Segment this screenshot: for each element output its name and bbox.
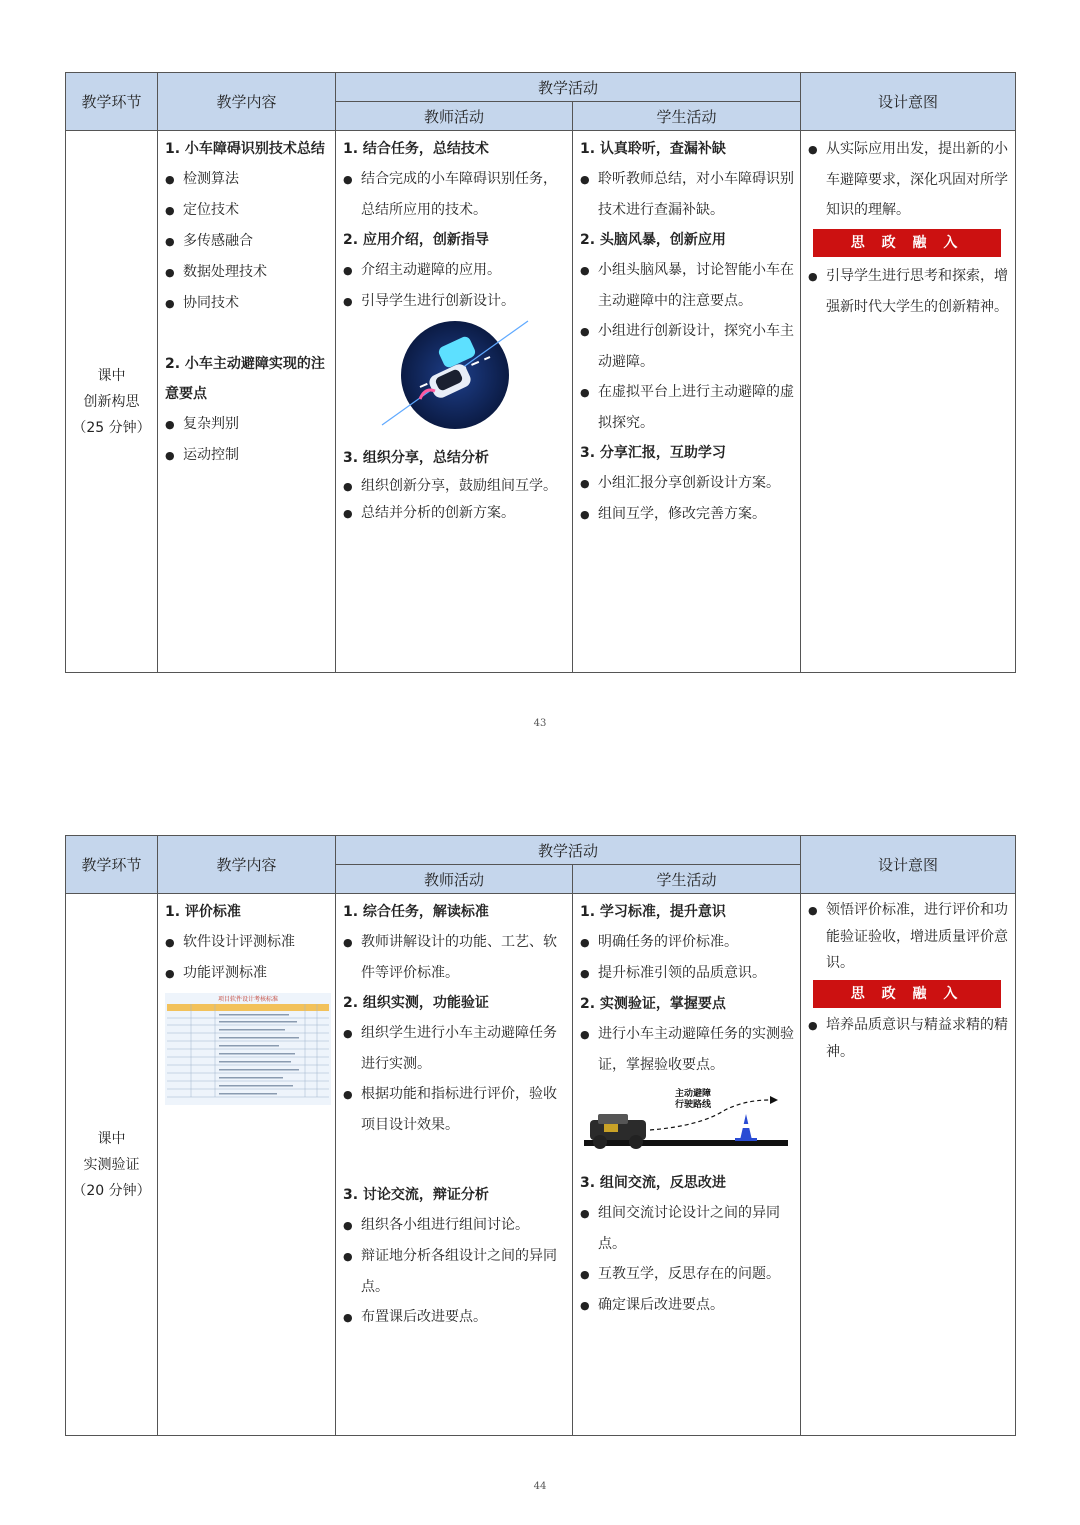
content-heading: 1. 评价标准 — [165, 904, 241, 920]
page-number: 43 — [533, 718, 547, 729]
list-item: ● 组织学生进行小车主动避障任务进行实测。 — [343, 1018, 566, 1079]
list-item: ● 在虚拟平台上进行主动避障的虚拟探究。 — [580, 377, 794, 438]
sheet-title: 项目软件设计考核标准 — [217, 996, 279, 1003]
list-item: ● 数据处理技术 — [165, 257, 329, 288]
content-cell — [158, 894, 336, 1436]
student-cell — [573, 131, 801, 673]
list-item: ● 提升标准引领的品质意识。 — [580, 958, 794, 989]
teacher-heading: 1. 综合任务，解读标准 — [343, 904, 489, 920]
list-item: ● 检测算法 — [165, 164, 329, 195]
list-item: ● 组织创新分享，鼓励组间互学。 — [343, 473, 566, 500]
header-stage: 教学环节 — [66, 836, 158, 894]
standards-sheet-thumbnail — [165, 993, 329, 1116]
teacher-heading: 1. 结合任务，总结技术 — [343, 141, 489, 157]
header-intent: 设计意图 — [801, 73, 1016, 131]
stage-cell — [66, 894, 158, 1436]
list-item: ● 组间互学，修改完善方案。 — [580, 499, 794, 530]
student-heading: 3. 组间交流，反思改进 — [580, 1175, 726, 1191]
list-item: ● 根据功能和指标进行评价，验收项目设计效果。 — [343, 1079, 566, 1140]
teacher-cell — [336, 131, 573, 673]
student-heading: 2. 实测验证，掌握要点 — [580, 996, 726, 1012]
list-item: ● 辩证地分析各组设计之间的异同点。 — [343, 1241, 566, 1302]
content-heading: 1. 小车障碍识别技术总结 — [165, 141, 325, 157]
list-item: ● 协同技术 — [165, 288, 329, 319]
intent-cell — [801, 131, 1016, 673]
stage-line: 创新构思 — [83, 393, 140, 410]
page-number: 44 — [533, 1481, 547, 1492]
header-content: 教学内容 — [158, 836, 336, 894]
header-stage: 教学环节 — [66, 73, 158, 131]
stage-line: 课中 — [97, 367, 126, 384]
list-item: ● 培养品质意识与精益求精的精神。 — [808, 1012, 1009, 1065]
header-teacher: 教师活动 — [336, 102, 573, 131]
lesson-table-page-44 — [65, 835, 1015, 1436]
route-label-line2: 行驶路线 — [674, 1100, 712, 1110]
list-item: ● 布置课后改进要点。 — [343, 1302, 566, 1333]
list-item: ● 聆听教师总结，对小车障碍识别技术进行查漏补缺。 — [580, 164, 794, 225]
lesson-table-page-43 — [65, 72, 1015, 673]
list-item: ● 进行小车主动避障任务的实测验证，掌握验收要点。 — [580, 1019, 794, 1080]
student-heading: 2. 头脑风暴，创新应用 — [580, 232, 726, 248]
list-item: ● 功能评测标准 — [165, 958, 329, 989]
stage-line: 课中 — [97, 1130, 126, 1147]
list-item: ● 小组汇报分享创新设计方案。 — [580, 468, 794, 499]
list-item: ● 组织各小组进行组间讨论。 — [343, 1210, 566, 1241]
list-item: ● 介绍主动避障的应用。 — [343, 255, 566, 286]
header-activity: 教学活动 — [336, 836, 801, 865]
header-content: 教学内容 — [158, 73, 336, 131]
list-item: ● 明确任务的评价标准。 — [580, 927, 794, 958]
lesson-plan-table — [65, 835, 1016, 1436]
sizheng-badge: 思 政 融 入 — [813, 229, 1001, 257]
header-activity: 教学活动 — [336, 73, 801, 102]
header-teacher: 教师活动 — [336, 865, 573, 894]
list-item: ● 复杂判别 — [165, 409, 329, 440]
list-item: ● 从实际应用出发，提出新的小车避障要求，深化巩固对所学知识的理解。 — [808, 134, 1009, 225]
stage-cell — [66, 131, 158, 673]
list-item: ● 多传感融合 — [165, 226, 329, 257]
intent-cell — [801, 894, 1016, 1436]
stage-line: （25 分钟） — [72, 419, 151, 436]
teacher-heading: 3. 组织分享，总结分析 — [343, 450, 489, 466]
teacher-heading: 3. 讨论交流，辩证分析 — [343, 1187, 489, 1203]
teacher-cell — [336, 894, 573, 1436]
teacher-heading: 2. 应用介绍，创新指导 — [343, 232, 489, 248]
car-illustration — [343, 317, 566, 443]
list-item: ● 引导学生进行创新设计。 — [343, 286, 566, 317]
list-item: ● 定位技术 — [165, 195, 329, 226]
student-heading: 1. 认真聆听，查漏补缺 — [580, 141, 726, 157]
route-label-line1: 主动避障 — [674, 1089, 712, 1099]
list-item: ● 组间交流讨论设计之间的异同点。 — [580, 1198, 794, 1259]
teacher-heading: 2. 组织实测，功能验证 — [343, 995, 489, 1011]
header-student: 学生活动 — [573, 102, 801, 131]
list-item: ● 结合完成的小车障碍识别任务，总结所应用的技术。 — [343, 164, 566, 225]
sizheng-badge: 思 政 融 入 — [813, 980, 1001, 1008]
avoidance-route-illustration — [580, 1080, 794, 1168]
student-cell — [573, 894, 801, 1436]
lesson-plan-table — [65, 72, 1016, 673]
list-item: ● 运动控制 — [165, 440, 329, 471]
list-item: ● 引导学生进行思考和探索，增强新时代大学生的创新精神。 — [808, 261, 1009, 322]
stage-line: （20 分钟） — [72, 1182, 151, 1199]
list-item: ● 总结并分析的创新方案。 — [343, 500, 566, 527]
content-cell — [158, 131, 336, 673]
list-item: ● 软件设计评测标准 — [165, 927, 329, 958]
student-heading: 1. 学习标准，提升意识 — [580, 904, 726, 920]
student-heading: 3. 分享汇报，互助学习 — [580, 445, 726, 461]
stage-line: 实测验证 — [83, 1156, 140, 1173]
list-item: ● 确定课后改进要点。 — [580, 1290, 794, 1321]
list-item: ● 互教互学，反思存在的问题。 — [580, 1259, 794, 1290]
list-item: ● 领悟评价标准，进行评价和功能验证验收，增进质量评价意识。 — [808, 897, 1009, 976]
list-item: ● 小组进行创新设计，探究小车主动避障。 — [580, 316, 794, 377]
header-student: 学生活动 — [573, 865, 801, 894]
content-heading: 2. 小车主动避障实现的注意要点 — [165, 356, 325, 402]
header-intent: 设计意图 — [801, 836, 1016, 894]
list-item: ● 小组头脑风暴，讨论智能小车在主动避障中的注意要点。 — [580, 255, 794, 316]
list-item: ● 教师讲解设计的功能、工艺、软件等评价标准。 — [343, 927, 566, 988]
